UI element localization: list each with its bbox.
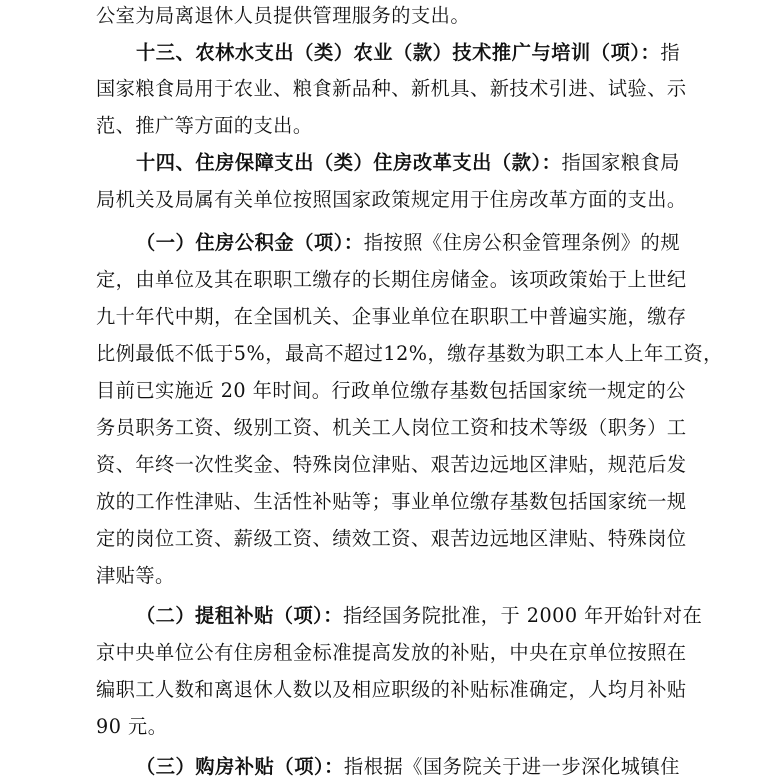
body-text: 编职工人数和离退休人数以及相应职级的补贴标准确定，人均月补贴 <box>96 678 687 701</box>
bold-heading: （三）购房补贴（项）： <box>136 755 344 778</box>
bold-heading: （一）住房公积金（项）： <box>136 231 364 254</box>
body-text: 京中央单位公有住房租金标准提高发放的补贴，中央在京单位按照在 <box>96 641 687 664</box>
text-line <box>96 561 680 591</box>
body-text: 目前已实施近 20 年时间。行政单位缴存基数包括国家统一规定的公 <box>96 379 686 402</box>
text-line <box>96 413 687 443</box>
text-line <box>96 450 687 480</box>
body-text: 指经国务院批准，于 2000 年开始针对在 <box>342 604 703 627</box>
body-text: 公室为局离退休人员提供管理服务的支出。 <box>96 4 471 27</box>
body-text: 指国家粮食局 <box>561 151 680 174</box>
text-line <box>96 638 687 668</box>
text-line <box>96 487 687 517</box>
body-text: 津贴等。 <box>96 564 175 587</box>
body-text: 比例最低不低于5%，最高不超过12%，缴存基数为职工本人上年工资， <box>96 342 723 365</box>
body-text: 指 <box>660 41 680 64</box>
text-line <box>96 524 687 554</box>
text-line <box>96 302 687 332</box>
text-line <box>136 752 680 782</box>
bold-heading: （二）提租补贴（项）： <box>136 604 343 627</box>
text-line <box>96 339 723 369</box>
text-line <box>96 675 687 705</box>
body-text: 指按照《住房公积金管理条例》的规 <box>363 231 681 254</box>
body-text: 务员职务工资、级别工资、机关工人岗位工资和技术等级（职务）工 <box>96 416 687 439</box>
body-text: 放的工作性津贴、生活性补贴等；事业单位缴存基数包括国家统一规 <box>96 490 687 513</box>
text-line <box>96 712 680 742</box>
text-line <box>96 111 680 141</box>
text-line <box>136 38 680 68</box>
text-line <box>96 376 686 406</box>
bold-heading: 十四、住房保障支出（类）住房改革支出（款）： <box>136 151 562 174</box>
text-line <box>96 265 687 295</box>
body-text: 国家粮食局用于农业、粮食新品种、新机具、新技术引进、试验、示 <box>96 77 687 100</box>
text-line <box>136 228 680 258</box>
body-text: 90 元。 <box>96 715 168 738</box>
body-text: 范、推广等方面的支出。 <box>96 114 313 137</box>
text-line <box>136 148 680 178</box>
body-text: 资、年终一次性奖金、特殊岗位津贴、艰苦边远地区津贴，规范后发 <box>96 453 687 476</box>
text-line <box>96 1 680 31</box>
body-text: 指根据《国务院关于进一步深化城镇住 <box>343 755 680 778</box>
bold-heading: 十三、农林水支出（类）农业（款）技术推广与培训（项）： <box>136 41 661 64</box>
text-line <box>96 185 687 215</box>
body-text: 定的岗位工资、薪级工资、绩效工资、艰苦边远地区津贴、特殊岗位 <box>96 527 687 550</box>
body-text: 定，由单位及其在职职工缴存的长期住房储金。该项政策始于上世纪 <box>96 268 687 291</box>
text-line <box>136 601 703 631</box>
body-text: 局机关及局属有关单位按照国家政策规定用于住房改革方面的支出。 <box>96 188 687 211</box>
text-line <box>96 74 687 104</box>
body-text: 九十年代中期，在全国机关、企事业单位在职职工中普遍实施，缴存 <box>96 305 687 328</box>
